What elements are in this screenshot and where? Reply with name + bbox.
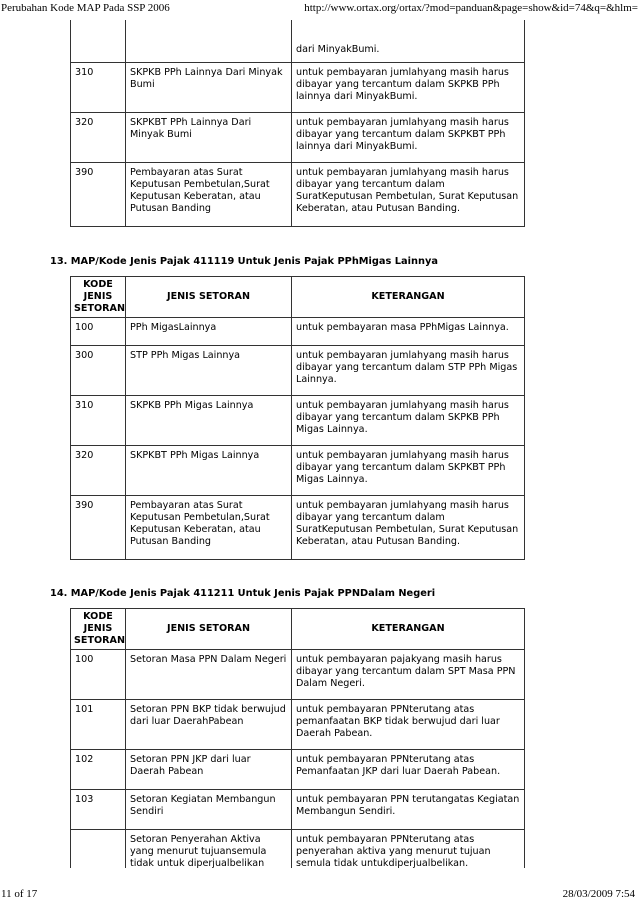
section-13-table [70, 276, 525, 560]
kode-cell: 100 [71, 650, 126, 700]
table-row [71, 318, 525, 346]
table-row [71, 700, 525, 750]
table-row [71, 63, 525, 113]
keterangan-cell: untuk pembayaran jumlahyang masih harus dibayar yang tercantum dalam STP PPh Migas Lainnya. [292, 346, 525, 396]
print-header-url: http://www.ortax.org/ortax/?mod=panduan&page=show&id=74&q=&hlm= [304, 2, 638, 14]
keterangan-cell: untuk pembayaran jumlahyang masih harus dibayar yang tercantum dalam SKPKBT PPh Migas Lainnya. [292, 446, 525, 496]
kode-cell: 390 [71, 163, 126, 227]
keterangan-cell: untuk pembayaran PPNterutang atas pemanfaatan BKP tidak berwujud dari luar Daerah Pabean. [292, 700, 525, 750]
table-header-row [71, 609, 525, 650]
jenis-cell: Setoran Penyerahan Aktiva yang menurut tujuansemula tidak untuk diperjualbelikan [126, 830, 292, 869]
jenis-cell: SKPKBT PPh Lainnya Dari Minyak Bumi [126, 113, 292, 163]
jenis-cell: Setoran PPN JKP dari luar Daerah Pabean [126, 750, 292, 790]
keterangan-cell: untuk pembayaran jumlahyang masih harus dibayar yang tercantum dalam SKPKB PPh Migas Lainnya. [292, 396, 525, 446]
header-jenis: JENIS SETORAN [126, 277, 292, 318]
table-row [71, 113, 525, 163]
kode-cell: 101 [71, 700, 126, 750]
kode-cell [71, 20, 126, 63]
header-keterangan: KETERANGAN [292, 277, 525, 318]
table-row [71, 20, 525, 63]
jenis-cell: Pembayaran atas Surat Keputusan Pembetulan,Surat Keputusan Keberatan, atau Putusan Banding [126, 163, 292, 227]
kode-cell: 390 [71, 496, 126, 560]
jenis-cell: Pembayaran atas Surat Keputusan Pembetulan,Surat Keputusan Keberatan, atau Putusan Banding [126, 496, 292, 560]
kode-cell: 310 [71, 396, 126, 446]
table-header-row [71, 277, 525, 318]
jenis-cell: PPh MigasLainnya [126, 318, 292, 346]
table-row [71, 790, 525, 830]
jenis-cell: SKPKB PPh Lainnya Dari Minyak Bumi [126, 63, 292, 113]
table-row [71, 446, 525, 496]
section-14-clip [0, 608, 638, 868]
print-footer-datetime: 28/03/2009 7:54 [562, 888, 635, 900]
kode-cell: 300 [71, 346, 126, 396]
keterangan-cell: dari MinyakBumi. [292, 20, 525, 63]
print-header-title: Perubahan Kode MAP Pada SSP 2006 [1, 2, 170, 14]
keterangan-cell: untuk pembayaran PPN terutangatas Kegiatan Membangun Sendiri. [292, 790, 525, 830]
keterangan-cell: untuk pembayaran jumlahyang masih harus dibayar yang tercantum dalam SKPKBT PPh lainnya dari MinyakBumi. [292, 113, 525, 163]
jenis-cell: STP PPh Migas Lainnya [126, 346, 292, 396]
table-row [71, 346, 525, 396]
kode-cell: 102 [71, 750, 126, 790]
section-14-title: 14. MAP/Kode Jenis Pajak 411211 Untuk Jenis Pajak PPNDalam Negeri [50, 588, 436, 599]
header-kode: KODE JENIS SETORAN [71, 277, 126, 318]
section-13-title: 13. MAP/Kode Jenis Pajak 411119 Untuk Jenis Pajak PPhMigas Lainnya [50, 256, 438, 267]
keterangan-cell: untuk pembayaran jumlahyang masih harus dibayar yang tercantum dalam SKPKB PPh lainnya dari MinyakBumi. [292, 63, 525, 113]
keterangan-cell: untuk pembayaran pajakyang masih harus dibayar yang tercantum dalam SPT Masa PPN Dalam Negeri. [292, 650, 525, 700]
jenis-cell: SKPKBT PPh Migas Lainnya [126, 446, 292, 496]
keterangan-cell: untuk pembayaran jumlahyang masih harus dibayar yang tercantum dalam SuratKeputusan Pembetulan, Surat Keputusan Keberatan, atau Putusan Banding. [292, 163, 525, 227]
header-jenis: JENIS SETORAN [126, 609, 292, 650]
kode-cell: 320 [71, 113, 126, 163]
keterangan-cell: untuk pembayaran jumlahyang masih harus dibayar yang tercantum dalam SuratKeputusan Pembetulan, Surat Keputusan Keberatan, atau Putusan Banding. [292, 496, 525, 560]
print-footer-page: 11 of 17 [1, 888, 38, 900]
table-row [71, 163, 525, 227]
kode-cell: 103 [71, 790, 126, 830]
keterangan-cell: untuk pembayaran masa PPhMigas Lainnya. [292, 318, 525, 346]
kode-cell: 320 [71, 446, 126, 496]
header-kode: KODE JENIS SETORAN [71, 609, 126, 650]
table-row [71, 496, 525, 560]
jenis-cell: Setoran Kegiatan Membangun Sendiri [126, 790, 292, 830]
top-table [70, 20, 525, 227]
kode-cell [71, 830, 126, 869]
jenis-cell: Setoran Masa PPN Dalam Negeri [126, 650, 292, 700]
jenis-cell: Setoran PPN BKP tidak berwujud dari luar DaerahPabean [126, 700, 292, 750]
table-row [71, 830, 525, 869]
keterangan-cell: untuk pembayaran PPNterutang atas penyerahan aktiva yang menurut tujuan semula tidak untukdiperjualbelikan. [292, 830, 525, 869]
section-14-table [70, 608, 525, 868]
jenis-cell: SKPKB PPh Migas Lainnya [126, 396, 292, 446]
kode-cell: 100 [71, 318, 126, 346]
table-row [71, 396, 525, 446]
keterangan-cell: untuk pembayaran PPNterutang atas Pemanfaatan JKP dari luar Daerah Pabean. [292, 750, 525, 790]
kode-cell: 310 [71, 63, 126, 113]
table-row [71, 750, 525, 790]
table-row [71, 650, 525, 700]
top-table-clip [0, 20, 638, 232]
jenis-cell [126, 20, 292, 63]
header-keterangan: KETERANGAN [292, 609, 525, 650]
